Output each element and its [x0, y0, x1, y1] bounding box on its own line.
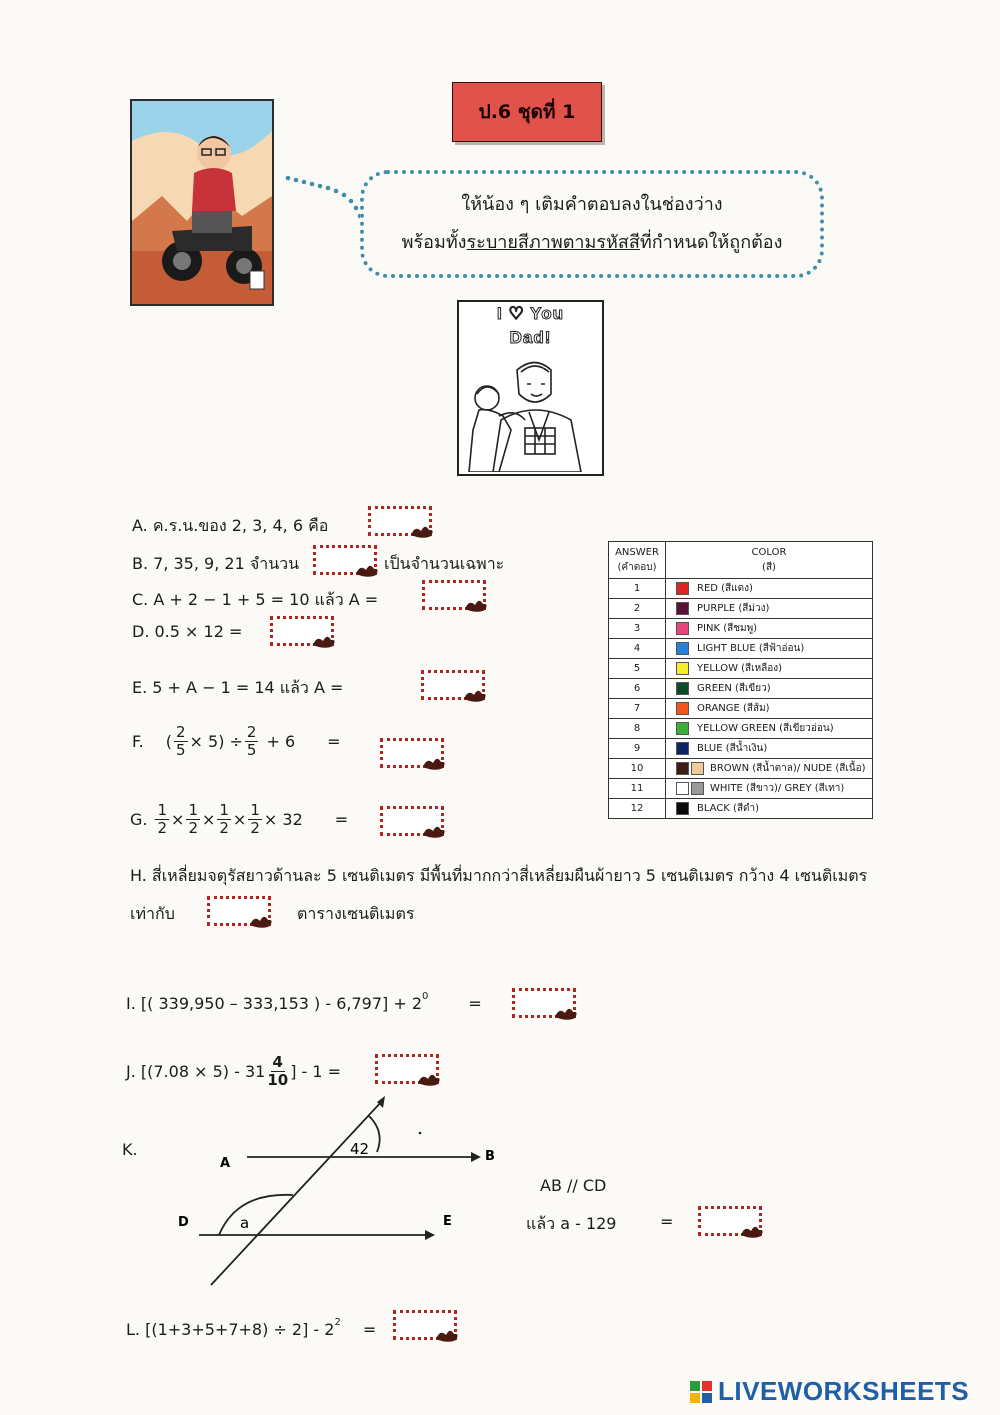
answer-blot-icon	[463, 597, 489, 613]
answer-box-k[interactable]	[698, 1206, 762, 1236]
answer-blot-icon	[409, 523, 435, 539]
fraction-g2	[186, 802, 200, 837]
speech-bubble-tail	[284, 170, 364, 220]
color-cell	[666, 719, 873, 739]
instruction-line-2-underlined: ระบายสีภาพตามรหัสสี	[466, 232, 640, 253]
table-row	[609, 659, 873, 679]
table-row	[609, 739, 873, 759]
question-g-equals: =	[334, 810, 349, 829]
answer-number-cell: 10	[609, 759, 666, 779]
color-cell	[666, 699, 873, 719]
answer-number-cell: 1	[609, 579, 666, 599]
question-f-open: (	[165, 732, 172, 751]
answer-blot-icon	[354, 562, 380, 578]
question-f	[132, 724, 341, 759]
answer-blot-icon	[311, 633, 337, 649]
point-e-label: E	[443, 1214, 452, 1229]
fraction-g1	[155, 802, 169, 837]
coloring-title-line-1: I ♡ You	[497, 304, 564, 323]
angle-a-label: a	[240, 1214, 250, 1232]
answer-box-f[interactable]	[380, 738, 444, 768]
question-b-post: เป็นจำนวนเฉพาะ	[384, 554, 505, 573]
color-cell	[666, 639, 873, 659]
question-f-mid: × 5) ÷	[189, 732, 243, 751]
color-label: PURPLE (สีม่วง)	[697, 603, 770, 614]
question-i-exponent: 0	[422, 991, 429, 1002]
fraction-numerator: 1	[157, 801, 168, 819]
color-swatch-secondary	[691, 762, 704, 775]
fraction-f1	[174, 724, 188, 759]
question-j-post: ] - 1 =	[290, 1062, 342, 1081]
fraction-denominator: 5	[175, 741, 186, 759]
question-i-text: I. [( 339,950 – 333,153 ) - 6,797] + 2	[126, 994, 423, 1013]
answer-box-a[interactable]	[368, 506, 432, 536]
arrow-head-ab	[471, 1152, 481, 1162]
answer-number-cell: 7	[609, 699, 666, 719]
answer-box-g[interactable]	[380, 806, 444, 836]
color-swatch	[676, 782, 689, 795]
color-cell	[666, 679, 873, 699]
question-g	[130, 802, 348, 837]
color-label: BLUE (สีน้ำเงิน)	[697, 743, 768, 754]
answer-blot-icon	[462, 687, 488, 703]
coloring-picture[interactable]	[457, 300, 604, 476]
answer-blot-icon	[421, 823, 447, 839]
question-f-equals: =	[327, 732, 341, 751]
fraction-g3	[217, 802, 231, 837]
fraction-denominator: 5	[246, 741, 257, 759]
point-b-label: B	[485, 1149, 495, 1164]
question-g-label: G.	[130, 810, 148, 829]
fraction-numerator: 2	[246, 723, 257, 741]
question-a: A. ค.ร.น.ของ 2, 3, 4, 6 คือ	[132, 516, 329, 535]
answer-blot-icon	[434, 1327, 460, 1343]
answer-number-cell: 8	[609, 719, 666, 739]
page-title: ป.6 ชุดที่ 1	[452, 82, 602, 142]
brand-logo	[690, 1376, 969, 1407]
times-sign: ×	[232, 810, 247, 829]
answer-number-cell: 11	[609, 779, 666, 799]
table-row	[609, 719, 873, 739]
question-b-pre: B. 7, 35, 9, 21 จำนวน	[132, 554, 300, 573]
question-h-line-1: H. สี่เหลี่ยมจตุรัสยาวด้านละ 5 เซนติเมตร มีพื้นที่มากกว่าสี่เหลี่ยมผืนผ้ายาว 5 เซนติเมตร กว้าง 4 เซนติเมตร	[130, 866, 868, 885]
avatar-illustration	[130, 99, 274, 306]
table-row	[609, 799, 873, 819]
instruction-bubble	[360, 170, 824, 278]
arrow-head-de	[425, 1230, 435, 1240]
color-swatch	[676, 602, 689, 615]
color-swatch	[676, 742, 689, 755]
color-swatch	[676, 662, 689, 675]
fraction-numerator: 1	[250, 801, 260, 819]
answer-blot-icon	[416, 1071, 442, 1087]
color-label: BROWN (สีน้ำตาล)/ NUDE (สีเนื้อ)	[710, 763, 866, 774]
question-d: D. 0.5 × 12 =	[132, 622, 243, 641]
color-label: BLACK (สีดำ)	[697, 803, 760, 814]
table-row	[609, 599, 873, 619]
fraction-denominator: 2	[157, 819, 168, 837]
question-e: E. 5 + A − 1 = 14 แล้ว A =	[132, 678, 344, 697]
point-a-label: A	[220, 1156, 231, 1171]
table-row	[609, 779, 873, 799]
table-row	[609, 579, 873, 599]
question-c: C. A + 2 − 1 + 5 = 10 แล้ว A =	[132, 590, 379, 609]
instruction-line-2-pre: พร้อมทั้ง	[401, 232, 467, 253]
fraction-g4	[248, 802, 262, 837]
color-swatch-secondary	[691, 782, 704, 795]
question-i-equals: =	[468, 994, 482, 1013]
table-header-color	[666, 542, 873, 579]
table-row	[609, 619, 873, 639]
color-swatch	[676, 582, 689, 595]
question-j-pre: J. [(7.08 × 5) - 31	[126, 1062, 266, 1081]
answer-number-cell: 9	[609, 739, 666, 759]
instruction-line-1: ให้น้อง ๆ เติมคำตอบลงในช่องว่าง	[461, 194, 723, 215]
color-label: WHITE (สีขาว)/ GREY (สีเทา)	[710, 783, 845, 794]
answer-number-cell: 3	[609, 619, 666, 639]
fraction-denominator: 10	[267, 1071, 289, 1089]
color-cell	[666, 619, 873, 639]
color-cell	[666, 799, 873, 819]
color-swatch	[676, 762, 689, 775]
color-label: YELLOW GREEN (สีเขียวอ่อน)	[697, 723, 834, 734]
dad-hug-drawing	[459, 350, 602, 472]
color-swatch	[676, 702, 689, 715]
answer-box-l[interactable]	[393, 1310, 457, 1340]
color-cell	[666, 659, 873, 679]
table-row	[609, 639, 873, 659]
answer-blot-icon	[739, 1223, 765, 1239]
fraction-denominator: 2	[250, 819, 260, 837]
answer-number-cell: 2	[609, 599, 666, 619]
color-cell	[666, 579, 873, 599]
answer-box-i[interactable]	[512, 988, 576, 1018]
answer-number-cell: 6	[609, 679, 666, 699]
times-sign: ×	[171, 810, 185, 829]
parallel-lines-diagram	[175, 1090, 515, 1290]
fraction-numerator: 1	[188, 801, 198, 819]
fraction-numerator: 2	[175, 723, 186, 741]
fraction-j	[267, 1054, 288, 1089]
question-l-text: L. [(1+3+5+7+8) ÷ 2] - 2	[126, 1320, 335, 1339]
color-label: RED (สีแดง)	[697, 583, 753, 594]
question-l	[126, 1317, 377, 1339]
table-row	[609, 699, 873, 719]
color-label: LIGHT BLUE (สีฟ้าอ่อน)	[697, 643, 805, 654]
color-cell	[666, 779, 873, 799]
fraction-f2	[245, 724, 259, 759]
instruction-line-2-post: ที่กำหนดให้ถูกต้อง	[639, 232, 783, 253]
color-cell	[666, 739, 873, 759]
color-swatch	[676, 622, 689, 635]
fraction-denominator: 2	[219, 819, 229, 837]
question-k-parallel: AB // CD	[540, 1176, 607, 1195]
color-swatch	[676, 642, 689, 655]
fraction-numerator: 1	[219, 801, 229, 819]
color-cell	[666, 599, 873, 619]
table-header-answer	[609, 542, 666, 579]
angle-42-label: 42	[350, 1140, 370, 1158]
answer-box-d[interactable]	[270, 616, 334, 646]
answer-box-b[interactable]	[313, 545, 377, 575]
header-answer-label: ANSWER	[615, 547, 659, 558]
question-j	[126, 1054, 341, 1089]
color-label: GREEN (สีเขียว)	[697, 683, 771, 694]
answer-blot-icon	[421, 755, 447, 771]
answer-number-cell: 4	[609, 639, 666, 659]
fraction-denominator: 2	[188, 819, 198, 837]
answer-box-e[interactable]	[421, 670, 485, 700]
answer-number-cell: 5	[609, 659, 666, 679]
brand-name: LIVEWORKSHEETS	[718, 1376, 970, 1406]
answer-box-h[interactable]	[207, 896, 271, 926]
question-f-post: + 6	[266, 732, 296, 751]
times-sign: ×	[201, 810, 216, 829]
color-label: PINK (สีชมพู)	[697, 623, 758, 634]
color-cell	[666, 759, 873, 779]
color-swatch	[676, 722, 689, 735]
question-k-label: K.	[122, 1140, 138, 1159]
question-k-expression: แล้ว a - 129	[526, 1214, 617, 1233]
fraction-numerator: 4	[272, 1053, 283, 1071]
answer-box-c[interactable]	[422, 580, 486, 610]
color-swatch	[676, 682, 689, 695]
color-swatch	[676, 802, 689, 815]
answer-blot-icon	[553, 1005, 579, 1021]
color-label: ORANGE (สีส้ม)	[697, 703, 770, 714]
answer-number-cell: 12	[609, 799, 666, 819]
table-row	[609, 679, 873, 699]
coloring-title-line-2: Dad!	[509, 328, 552, 347]
table-row	[609, 759, 873, 779]
liveworksheets-logo-icon	[690, 1379, 714, 1405]
header-color-label: COLOR	[751, 547, 787, 558]
question-g-post: × 32	[263, 810, 303, 829]
question-f-label: F.	[132, 732, 144, 751]
question-l-exponent: 2	[334, 1317, 341, 1328]
question-h-line-2-post: ตารางเซนติเมตร	[297, 904, 415, 923]
answer-blot-icon	[248, 913, 274, 929]
color-code-table	[608, 541, 873, 819]
question-l-equals: =	[362, 1320, 377, 1339]
answer-box-j[interactable]	[375, 1054, 439, 1084]
question-k-equals: =	[660, 1212, 674, 1231]
header-answer-sub: (คำตอบ)	[617, 562, 657, 573]
instruction-line-2	[402, 224, 783, 262]
question-i	[126, 991, 482, 1013]
point-d-label: D	[178, 1215, 189, 1230]
header-color-sub: (สี)	[762, 562, 776, 573]
color-label: YELLOW (สีเหลือง)	[697, 663, 783, 674]
question-h-line-2-pre: เท่ากับ	[130, 904, 175, 923]
